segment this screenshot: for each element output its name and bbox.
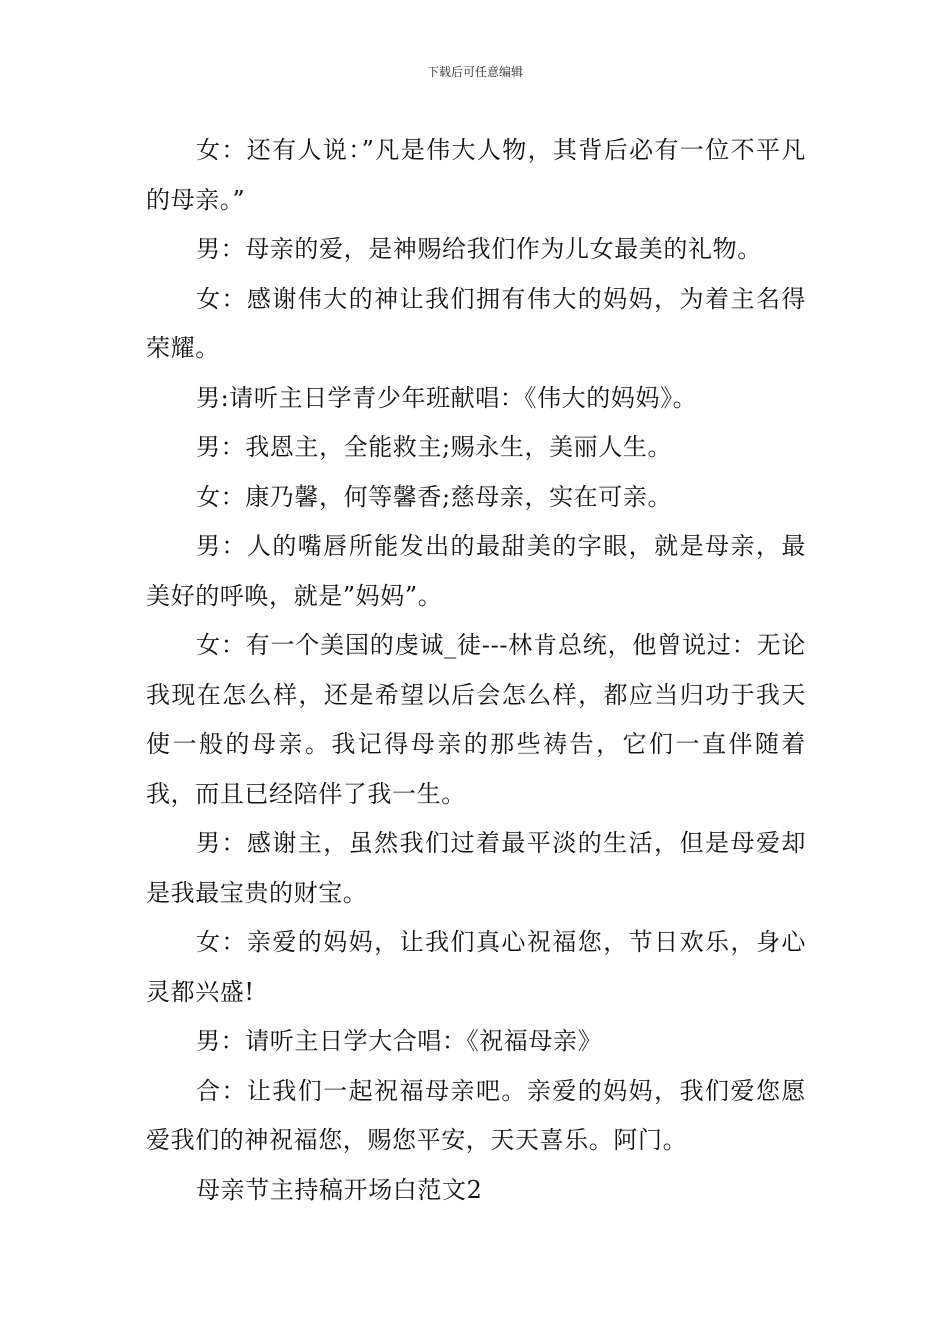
paragraph: 男：母亲的爱，是神赐给我们作为儿女最美的礼物。	[196, 235, 762, 263]
paragraph: 女：有一个美国的虔诚_徒---林肯总统，他曾说过：无论我现在怎么样，还是希望以后会怎么样，都应当归功于我天使一般的母亲。我记得母亲的那些祷告，它们一直伴随着我，而且已经陪伴了我一生。	[146, 631, 806, 808]
paragraph: 合：让我们一起祝福母亲吧。亲爱的妈妈，我们爱您愿爱我们的神祝福您，赐您平安，天天喜乐。阿门。	[146, 1076, 806, 1154]
section-heading: 母亲节主持稿开场白范文2	[196, 1175, 483, 1204]
paragraph: 女：康乃馨，何等馨香;慈母亲，实在可亲。	[196, 482, 673, 511]
paragraph: 女：感谢伟大的神让我们拥有伟大的妈妈，为着主名得荣耀。	[146, 284, 806, 362]
page-header: 下载后可任意编辑	[426, 65, 523, 79]
paragraph: 男：人的嘴唇所能发出的最甜美的字眼，就是母亲，最美好的呼唤，就是”妈妈”。	[146, 532, 806, 610]
paragraph: 男:请听主日学青少年班献唱：《伟大的妈妈》。	[196, 383, 698, 412]
paragraph: 女：亲爱的妈妈，让我们真心祝福您，节日欢乐，身心灵都兴盛!	[146, 928, 806, 1006]
paragraph: 男：我恩主，全能救主;赐永生，美丽人生。	[196, 433, 673, 461]
paragraph: 男：请听主日学大合唱：《祝福母亲》	[196, 1027, 603, 1055]
paragraph: 男：感谢主，虽然我们过着最平淡的生活，但是母爱却是我最宝贵的财宝。	[146, 829, 806, 907]
paragraph: 女：还有人说：”凡是伟大人物，其背后必有一位不平凡的母亲。”	[146, 136, 806, 214]
document-body	[146, 126, 806, 1215]
